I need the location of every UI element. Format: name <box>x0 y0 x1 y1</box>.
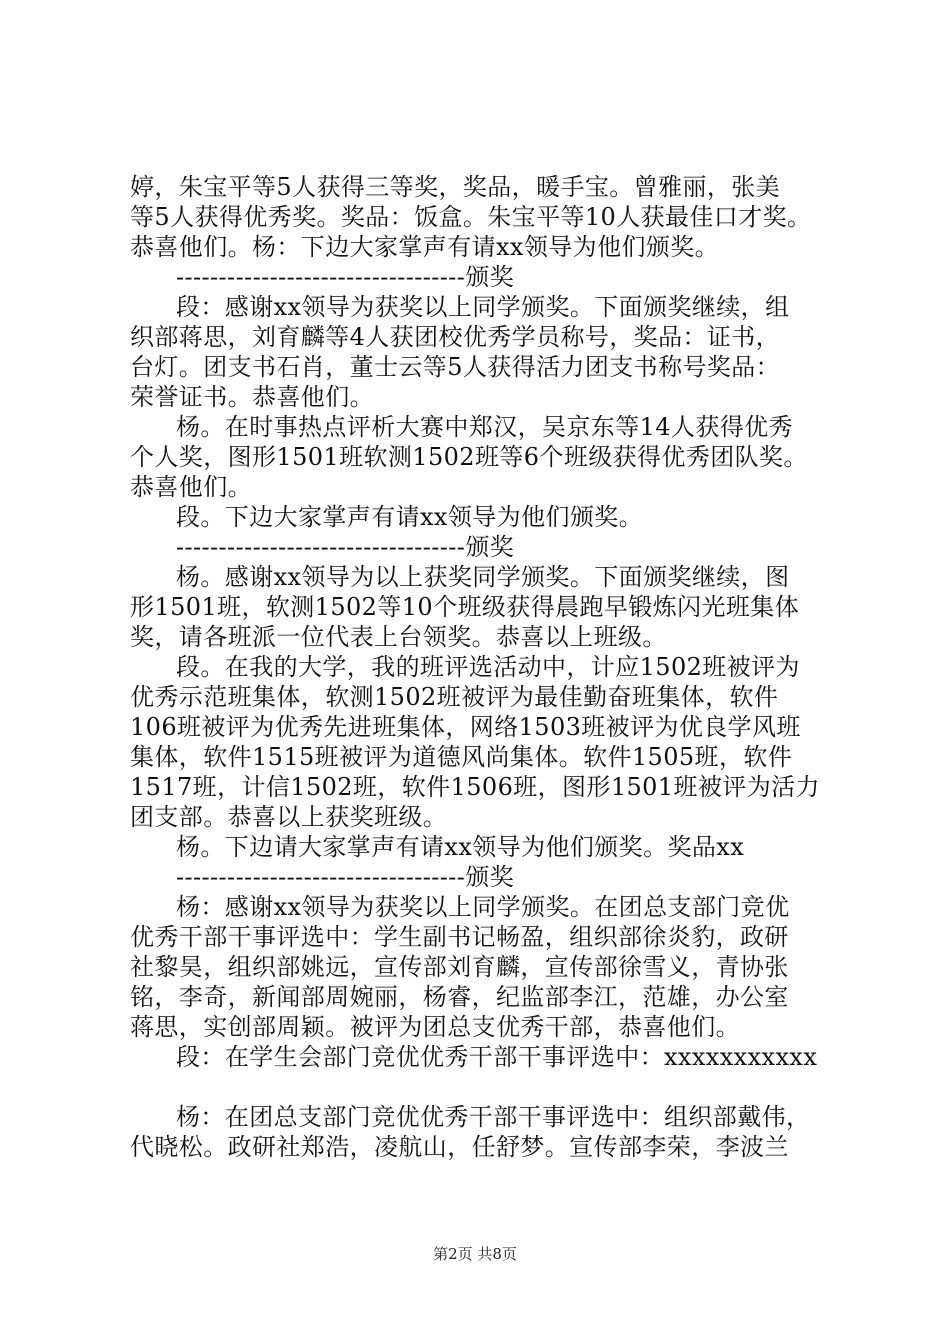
text-line: 集体，软件1515班被评为道德风尚集体。软件1505班，软件 <box>130 743 793 771</box>
text-line: 荣誉证书。恭喜他们。 <box>130 383 374 411</box>
text-line: 社黎昊，组织部姚远，宣传部刘育麟，宣传部徐雪义，青协张 <box>130 953 789 981</box>
paragraph-start: 段：感谢xx领导为获奖以上同学颁奖。下面颁奖继续，组 <box>176 293 790 321</box>
text-line: 台灯。团支书石肖，董士云等5人获得活力团支书称号奖品： <box>130 353 781 381</box>
blank-line <box>130 1072 850 1102</box>
text-line: 形1501班，软测1502等10个班级获得晨跑早锻炼闪光班集体 <box>130 593 800 621</box>
text-line: 优秀示范班集体，软测1502班被评为最佳勤奋班集体，软件 <box>130 683 779 711</box>
text-line: 个人奖，图形1501班软测1502班等6个班级获得优秀团队奖。 <box>130 443 808 471</box>
text-line: 恭喜他们。 <box>130 473 252 501</box>
text-line: 织部蒋思，刘育麟等4人获团校优秀学员称号，奖品：证书， <box>130 323 781 351</box>
paragraph-start: 段。下边大家掌声有请xx领导为他们颁奖。 <box>176 503 644 531</box>
text-line: 奖，请各班派一位代表上台领奖。恭喜以上班级。 <box>130 623 667 651</box>
text-line: 蒋思，实创部周颖。被评为团总支优秀干部，恭喜他们。 <box>130 1013 740 1041</box>
text-line: 优秀干部干事评选中：学生副书记畅盈，组织部徐炎豹，政研 <box>130 923 789 951</box>
page-number: 第2页 共8页 <box>433 1245 517 1263</box>
text-line: 1517班，计信1502班，软件1506班，图形1501班被评为活力 <box>130 773 820 801</box>
award-separator: ----------------------------------颁奖 <box>176 863 515 891</box>
text-line: 婷，朱宝平等5人获得三等奖，奖品，暖手宝。曾雅丽，张美 <box>130 173 781 201</box>
paragraph-start: 杨。在时事热点评析大赛中郑汉，吴京东等14人获得优秀 <box>176 413 793 441</box>
paragraph-start: 杨。感谢xx领导为以上获奖同学颁奖。下面颁奖继续，图 <box>176 563 790 591</box>
text-line: 团支部。恭喜以上获奖班级。 <box>130 803 448 831</box>
paragraph-start: 段。在我的大学，我的班评选活动中，计应1502班被评为 <box>176 653 800 681</box>
text-line: 代晓松。政研社郑浩，凌航山，任舒梦。宣传部李荣，李波兰 <box>130 1133 789 1161</box>
text-line: 恭喜他们。杨：下边大家掌声有请xx领导为他们颁奖。 <box>130 233 720 261</box>
paragraph-start: 杨。下边请大家掌声有请xx领导为他们颁奖。奖品xx <box>176 833 745 861</box>
text-line: 铭，李奇，新闻部周婉丽，杨睿，纪监部李江，范雄，办公室 <box>130 983 789 1011</box>
paragraph-start: 杨：在团总支部门竞优优秀干部干事评选中：组织部戴伟， <box>176 1103 811 1131</box>
award-separator: ----------------------------------颁奖 <box>176 533 515 561</box>
paragraph-start: 段：在学生会部门竞优优秀干部干事评选中：xxxxxxxxxxx <box>176 1043 818 1071</box>
text-line: 106班被评为优秀先进班集体，网络1503班被评为优良学风班 <box>130 713 801 741</box>
text-line: 等5人获得优秀奖。奖品：饭盒。朱宝平等10人获最佳口才奖。 <box>130 203 812 231</box>
award-separator: ----------------------------------颁奖 <box>176 263 515 291</box>
document-body <box>130 172 850 1162</box>
paragraph-start: 杨：感谢xx领导为获奖以上同学颁奖。在团总支部门竞优 <box>176 893 790 921</box>
